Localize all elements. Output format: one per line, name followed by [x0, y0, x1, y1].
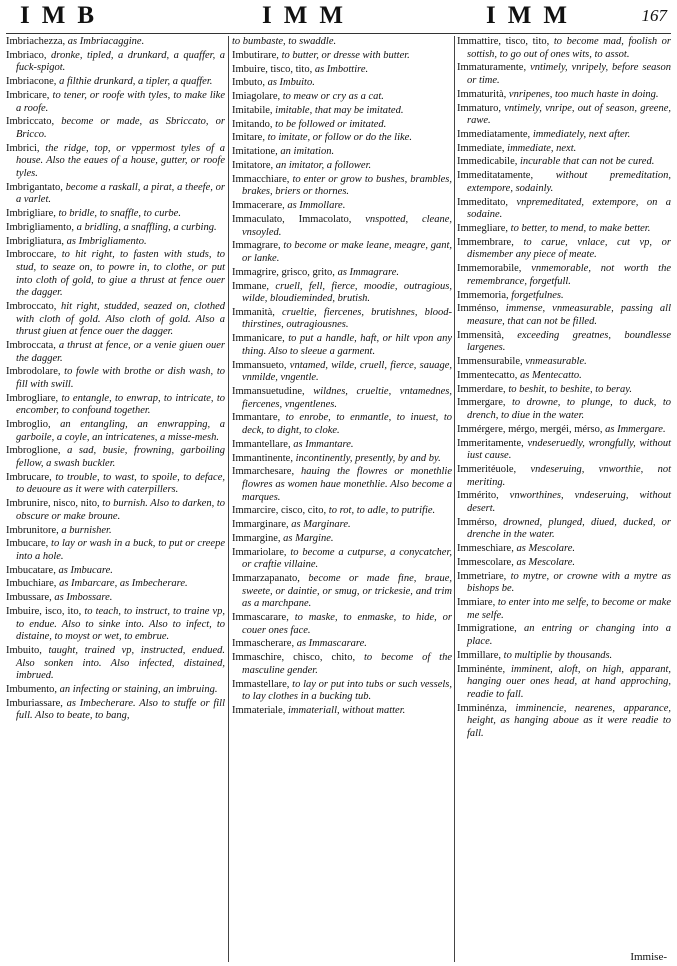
entry-headword: Imbroglione,: [6, 445, 61, 457]
entry-definition: forgetfulnes.: [508, 289, 564, 301]
dictionary-entry: [232, 146, 452, 159]
dictionary-entry: [457, 384, 671, 397]
header-guide-word-left: IMB: [20, 2, 106, 29]
entry-headword: Immagrare,: [232, 240, 281, 252]
entry-definition: to burnish. Also to darken, to obscure or make broune.: [16, 498, 225, 522]
entry-definition: imitable, that may be imitated.: [272, 104, 404, 116]
entry-definition: as Immollare.: [284, 200, 346, 212]
entry-definition: a sad, busie, frowning, garboiling fellow, a swash buckler.: [16, 445, 225, 469]
entry-headword: Imbriacone,: [6, 76, 57, 88]
entry-definition: to drowne, to plunge, to duck, to drench, to diue in the water.: [467, 397, 671, 421]
entry-headword: Imbroglio,: [6, 419, 51, 431]
entry-headword: Imbrici,: [6, 142, 40, 154]
column-divider: [454, 36, 455, 962]
entry-definition: to teach, to instruct, to traine vp, to endue. Also to sinke into. Also to infect, to distaine, to moyst or wet, to embrue.: [16, 606, 225, 643]
dictionary-entry: [457, 263, 671, 288]
dictionary-entry: [232, 174, 452, 199]
entry-definition: vnpremeditated, extempore, on a sodaine.: [467, 196, 671, 221]
entry-definition: a burnisher.: [58, 524, 112, 536]
dictionary-entry: [232, 307, 452, 332]
entry-definition: immense, vnmeasurable, passing all measure, that can not be filled.: [467, 303, 671, 327]
entry-definition: to trouble, to wast, to spoile, to deface, to deuoure as it were with caterpillers.: [16, 471, 225, 496]
entry-headword: Imbrigliare,: [6, 208, 56, 220]
entry-headword: Immedicabile,: [457, 156, 518, 168]
entry-headword: Immigratione,: [457, 623, 517, 635]
entry-definition: as Mentecatto.: [517, 369, 582, 381]
dictionary-entry: [232, 638, 452, 651]
entry-headword: Immentecatto,: [457, 369, 518, 381]
entry-headword: Imbuire, isco, ito,: [6, 606, 82, 618]
entry-definition: to maske, to enmaske, to hide, or couer ones face.: [242, 611, 452, 636]
entry-headword: Immérito,: [457, 490, 499, 502]
dictionary-entry: [457, 370, 671, 383]
entry-headword: Immaschire, chisco, chito,: [232, 652, 356, 664]
entry-definition: vntimely, vnripe, out of season, greene, rawe.: [467, 102, 671, 127]
entry-definition: become or made, as Sbriccato, or Bricco.: [16, 116, 225, 140]
entry-headword: Immanicare,: [232, 333, 285, 345]
entry-definition: to beshit, to beshite, to beray.: [505, 383, 632, 395]
entry-definition: taught, trained vp, instructed, endued. Also sonken into. Also infected, distained, imbrued.: [16, 645, 225, 682]
dictionary-entry: [232, 547, 452, 572]
entry-headword: Immiare,: [457, 597, 496, 608]
dictionary-entry: [457, 424, 671, 437]
dictionary-entry: [232, 466, 452, 504]
dictionary-entry: [6, 684, 225, 697]
entry-headword: Imbumento,: [6, 683, 58, 695]
entry-headword: Immacerare,: [232, 200, 285, 212]
entry-headword: Imminénte,: [457, 663, 506, 675]
entry-definition: incontinently, presently, by and by.: [292, 452, 441, 464]
dictionary-entry: [457, 197, 671, 222]
entry-definition: to enter or grow to bushes, brambles, brakes, briers or thornes.: [242, 173, 452, 198]
entry-headword: Imbrigantato,: [6, 181, 63, 193]
entry-headword: Imitatore,: [232, 160, 274, 172]
dictionary-entry: [6, 525, 225, 538]
entry-headword: Immagrire, grisco, grito,: [232, 266, 335, 278]
entry-definition: as Imbossare.: [51, 592, 113, 604]
entry-headword: Immane,: [232, 280, 270, 292]
entry-headword: Imminénza,: [457, 702, 507, 714]
dictionary-entry: [232, 214, 452, 239]
dictionary-entry: [6, 538, 225, 563]
entry-headword: Imbriachezza,: [6, 36, 66, 47]
entry-headword: Immensurabile,: [457, 356, 523, 368]
entry-definition: to become of the masculine gender.: [242, 652, 452, 676]
dictionary-entry: [6, 565, 225, 578]
dictionary-entry: [6, 222, 225, 235]
entry-headword: Immantare,: [232, 412, 281, 424]
entry-definition: imminent, aloft, on high, apparant, hanging ouer ones head, at hand approching, readie to fall.: [467, 663, 671, 700]
entry-headword: Immensità,: [457, 329, 504, 341]
dictionary-entry: [457, 490, 671, 515]
entry-definition: as Imbriacaggine.: [65, 36, 145, 47]
entry-headword: Immaturo,: [457, 102, 502, 114]
entry-definition: an imitation.: [277, 146, 335, 158]
entry-definition: an imitator, a follower.: [273, 160, 372, 172]
dictionary-entry: [232, 505, 452, 518]
dictionary-entry: [457, 170, 671, 195]
entry-definition: to put a handle, haft, or hilt vpon any thing. Also to sleeue a garment.: [242, 333, 452, 357]
dictionary-entry: [457, 223, 671, 236]
dictionary-entry: [457, 143, 671, 156]
entry-headword: Immescolare,: [457, 556, 514, 568]
dictionary-entry: [6, 698, 225, 723]
entry-definition: to enter into me selfe, to become or make me selfe.: [467, 597, 671, 621]
entry-definition: as Imbrigliamento.: [64, 235, 147, 247]
dictionary-entry: [232, 573, 452, 611]
dictionary-entry: [6, 143, 225, 181]
dictionary-entry: [232, 612, 452, 637]
column-right: [457, 36, 671, 741]
dictionary-entry: [6, 645, 225, 683]
entry-definition: an entring or changing into a place.: [467, 623, 671, 647]
entry-headword: Imbucatare,: [6, 564, 56, 576]
entry-definition: hit right, studded, seazed on, clothed with cloth of gold. Also cloth of gold. Also a thrust giuen at fence ouer the dagger.: [16, 300, 225, 338]
entry-headword: Imbroccato,: [6, 300, 57, 312]
entry-definition: wildnes, crueltie, vntamednes, fiercenes, vngentlenes.: [242, 386, 452, 410]
entry-definition: to bridle, to snaffle, to curbe.: [55, 208, 181, 220]
entry-headword: Immattire, tisco, tito,: [457, 36, 550, 47]
entry-headword: Immateriale,: [232, 704, 286, 716]
entry-definition: vnmeasurable.: [522, 356, 587, 368]
dictionary-entry: [6, 393, 225, 418]
entry-headword: Imbussare,: [6, 592, 52, 604]
entry-definition: to meaw or cry as a cat.: [280, 91, 384, 103]
dictionary-entry: [232, 519, 452, 532]
dictionary-entry: [232, 386, 452, 411]
dictionary-entry: [457, 89, 671, 102]
entry-headword: Imbrucare,: [6, 471, 52, 483]
dictionary-entry: [457, 623, 671, 648]
entry-headword: Imbrodolare,: [6, 366, 61, 378]
entry-headword: Imitatione,: [232, 146, 278, 158]
entry-headword: Immediatamente,: [457, 128, 531, 140]
dictionary-entry: [6, 578, 225, 591]
dictionary-entry: [232, 267, 452, 280]
entry-headword: Immargine,: [232, 532, 281, 544]
entry-definition: a bridling, a snaffling, a curbing.: [73, 221, 217, 233]
entry-definition: to mytre, or crowne with a mytre as bishops be.: [467, 570, 671, 595]
entry-definition: to tener, or roofe with tyles, to make like a roofe.: [16, 89, 225, 114]
entry-definition: vntamed, wilde, cruell, fierce, sauage, vnmilde, vngentle.: [242, 359, 452, 384]
dictionary-entry: [457, 129, 671, 142]
dictionary-entry: [232, 77, 452, 90]
column-divider: [228, 36, 229, 962]
entry-definition: vnripenes, too much haste in doing.: [506, 88, 659, 100]
entry-definition: to lay or wash in a buck, to put or creepe into a hole.: [16, 538, 225, 562]
entry-definition: to butter, or dresse with butter.: [278, 49, 410, 61]
entry-headword: Immariolare,: [232, 546, 287, 558]
running-header: [0, 2, 677, 32]
dictionary-entry: [6, 50, 225, 75]
dictionary-entry: [6, 76, 225, 89]
entry-definition: without premeditation, extempore, sodainly.: [467, 170, 671, 194]
dictionary-entry: [6, 445, 225, 470]
dictionary-entry: [457, 464, 671, 489]
header-rule: [6, 33, 671, 34]
dictionary-entry: [457, 571, 671, 596]
entry-headword: Immantellare,: [232, 438, 291, 450]
dictionary-entry: [232, 160, 452, 173]
entry-definition: vnspotted, cleane, vnsoyled.: [242, 213, 453, 238]
entry-headword: Immanità,: [232, 306, 275, 318]
entry-headword: Imbuito,: [6, 645, 42, 656]
entry-definition: to become a cutpurse, a conycatcher, or craftie villaine.: [242, 546, 452, 571]
entry-headword: Imbrunitore,: [6, 524, 59, 536]
dictionary-entry: [6, 606, 225, 644]
entry-headword: Immergare,: [457, 397, 506, 409]
dictionary-entry: [6, 472, 225, 497]
entry-headword: Immérgere, mérgo, mergéi, mérso,: [457, 423, 603, 435]
dictionary-entry: [232, 240, 452, 265]
dictionary-entry: [457, 330, 671, 355]
entry-definition: to rot, to adle, to putrifie.: [326, 505, 436, 517]
entry-headword: Immerdare,: [457, 383, 506, 395]
dictionary-entry: [457, 517, 671, 542]
dictionary-entry: [6, 36, 225, 49]
dictionary-entry: [6, 236, 225, 249]
entry-definition: as Margine.: [280, 532, 334, 544]
entry-headword: Imbrigliamento,: [6, 221, 74, 233]
entry-headword: Immaturamente,: [457, 62, 527, 74]
entry-definition: vntimely, vnripely, before season or time.: [467, 62, 671, 86]
entry-headword: Imbroccata,: [6, 339, 56, 351]
entry-headword: Imitare,: [232, 132, 265, 144]
entry-definition: exceeding greatnes, boundlesse largenes.: [467, 329, 671, 354]
entry-definition: to become or make leane, meagre, gant, or lanke.: [242, 240, 452, 264]
entry-headword: Immascarare,: [232, 611, 289, 623]
entry-definition: a filthie drunkard, a tipler, a quaffer.: [56, 76, 213, 88]
dictionary-entry: [232, 705, 452, 718]
dictionary-entry: [232, 105, 452, 118]
entry-definition: cruell, fell, fierce, moodie, outragious, wilde, bloudieminded, brutish.: [242, 280, 452, 305]
dictionary-entry: [457, 103, 671, 128]
dictionary-entry: [6, 366, 225, 391]
dictionary-entry: [232, 200, 452, 213]
entry-headword: Immarchesare,: [232, 466, 295, 478]
dictionary-entry: [232, 91, 452, 104]
entry-definition: a thrust at fence, or a venie giuen ouer the dagger.: [16, 339, 225, 364]
column-middle: [232, 36, 452, 719]
dictionary-entry: [457, 543, 671, 556]
entry-definition: as Immantare.: [290, 438, 354, 450]
entry-definition: drowned, plunged, diued, ducked, or drenche in the water.: [467, 516, 671, 541]
entry-definition: to become mad, foolish or sottish, to go out of ones wits, to assot.: [467, 36, 671, 60]
entry-headword: Imménso,: [457, 303, 499, 315]
entry-definition: as Imbottire.: [312, 63, 369, 75]
dictionary-entry: [457, 650, 671, 663]
entry-definition: to multiplie by thousands.: [501, 649, 613, 661]
entry-headword: Imbroccare,: [6, 249, 57, 261]
entry-headword: Imbriaco,: [6, 49, 47, 61]
dictionary-entry: [232, 453, 452, 466]
entry-headword: Immeschiare,: [457, 543, 514, 555]
dictionary-entry: [232, 281, 452, 306]
entry-headword: Imbrigliatura,: [6, 235, 65, 247]
dictionary-entry: [457, 397, 671, 422]
entry-headword: Imbucare,: [6, 538, 49, 550]
dictionary-entry: [232, 439, 452, 452]
dictionary-entry: [457, 703, 671, 741]
entry-definition: crueltie, fiercenes, brutishnes, blood-thirstines, outragiousnes.: [242, 306, 452, 331]
dictionary-entry: [6, 208, 225, 221]
dictionary-entry: [232, 533, 452, 546]
entry-headword: Immembrare,: [457, 236, 514, 248]
entry-definition: as Marginare.: [288, 519, 351, 531]
entry-headword: Imbriccato,: [6, 116, 55, 128]
dictionary-entry: [6, 301, 225, 339]
entry-headword: Immemoria,: [457, 289, 509, 301]
dictionary-entry: [232, 412, 452, 437]
entry-definition: immateriall, without matter.: [285, 704, 406, 716]
entry-definition: vnmemorable, not worth the remembrance, forgetfull.: [467, 263, 671, 287]
entry-headword: Immillare,: [457, 649, 502, 661]
entry-definition: incurable that can not be cured.: [517, 156, 655, 168]
dictionary-entry: [6, 249, 225, 299]
entry-headword: Immérso,: [457, 516, 497, 528]
entry-definition: to hit right, to fasten with studs, to stud, to seaze on, to powre in, to clothe, or put into cloth of gold, to giue a thrust at fence ouer the dagger.: [16, 249, 225, 299]
entry-definition: imminencie, nearenes, apparance, height, as hanging aboue as it were readie to fall.: [467, 702, 671, 739]
entry-headword: Imburiassare,: [6, 697, 63, 709]
dictionary-entry: [457, 557, 671, 570]
dictionary-entry: [6, 182, 225, 207]
entry-headword: Imbrunire, nisco, nito,: [6, 498, 100, 510]
entry-headword: Immemorabile,: [457, 263, 522, 275]
entry-definition: an infecting or staining, an imbruing.: [57, 683, 218, 695]
entry-headword: Imbuire, tisco, tito,: [232, 63, 313, 75]
entry-definition: as Imbarcare, as Imbecherare.: [56, 578, 188, 590]
entry-definition: to be followed or imitated.: [272, 118, 387, 130]
dictionary-entry: [457, 356, 671, 369]
entry-headword: Immastellare,: [232, 678, 290, 690]
dictionary-entry: [232, 36, 452, 49]
entry-headword: Immascherare,: [232, 638, 295, 650]
dictionary-entry: [232, 679, 452, 704]
entry-headword: Imitabile,: [232, 104, 273, 116]
dictionary-entry: [457, 597, 671, 622]
entry-headword: Immarzapanato,: [232, 573, 300, 584]
entry-definition: to better, to mend, to make better.: [508, 223, 651, 234]
entry-headword: Immansueto,: [232, 359, 287, 371]
entry-definition: to bumbaste, to swaddle.: [232, 36, 337, 47]
entry-headword: Imiagolare,: [232, 91, 281, 103]
entry-definition: vnworthines, vndeseruing, without desert.: [467, 490, 671, 514]
header-guide-word-right: IMM: [486, 2, 579, 29]
dictionary-entry: [232, 333, 452, 358]
entry-definition: as Mescolare.: [513, 543, 575, 555]
entry-definition: as Immergare.: [602, 423, 666, 435]
dictionary-entry: [457, 290, 671, 303]
dictionary-entry: [6, 592, 225, 605]
entry-definition: immediate, next.: [504, 142, 577, 154]
dictionary-entry: [6, 90, 225, 115]
entry-definition: an entangling, an enwrapping, a garboile, a coyle, an intricatenes, a misse-mesh.: [16, 419, 225, 443]
dictionary-entry: [457, 156, 671, 169]
entry-headword: Immeritamente,: [457, 437, 524, 449]
dictionary-entry: [232, 360, 452, 385]
entry-definition: as Imbuito.: [264, 77, 315, 89]
entry-definition: immediately, next after.: [530, 128, 631, 140]
entry-headword: Immaturità,: [457, 88, 507, 100]
dictionary-entry: [232, 50, 452, 63]
dictionary-entry: [6, 498, 225, 523]
header-guide-word-center: IMM: [262, 2, 355, 29]
entry-headword: Imbutirare,: [232, 49, 279, 61]
entry-definition: as Mescolare.: [513, 556, 575, 568]
dictionary-entry: [232, 652, 452, 677]
dictionary-entry: [457, 237, 671, 262]
dictionary-entry: [6, 419, 225, 444]
dictionary-entry: [457, 664, 671, 702]
entry-headword: Immetriare,: [457, 570, 507, 582]
entry-definition: to carue, vnlace, cut vp, or dismember any piece of meate.: [467, 236, 671, 261]
entry-headword: Imbuto,: [232, 77, 265, 89]
dictionary-entry: [6, 340, 225, 365]
entry-headword: Immansuetudine,: [232, 386, 305, 397]
entry-definition: the ridge, top, or vppermost tyles of a house. Also the eaues of a house, gutter, or roofe tyles.: [16, 142, 225, 179]
entry-headword: Immediate,: [457, 142, 505, 154]
column-left: [6, 36, 225, 724]
entry-definition: as Immagrare.: [334, 266, 400, 278]
entry-headword: Immeditato,: [457, 196, 509, 208]
entry-headword: Imbricare,: [6, 89, 50, 101]
entry-headword: Imitando,: [232, 118, 273, 130]
entry-definition: become a raskall, a pirat, a theefe, or a varlet.: [16, 181, 225, 206]
dictionary-entry: [457, 303, 671, 328]
entry-headword: Imbuchiare,: [6, 578, 57, 590]
entry-definition: to lay or put into tubs or such vessels, to lay clothes in a bucking tub.: [242, 678, 452, 703]
entry-definition: as Immascarare.: [294, 638, 367, 650]
entry-definition: vndeseruing, vnworthie, not meriting.: [467, 463, 671, 488]
entry-definition: hauing the flowres or monethlie flowres as women haue monethlie. Also become a marques.: [242, 466, 452, 503]
dictionary-entry: [232, 64, 452, 77]
entry-definition: vndeseruedly, wrongfully, without iust cause.: [467, 437, 671, 462]
entry-headword: Immacchiare,: [232, 173, 290, 185]
page-number: 167: [641, 6, 667, 25]
entry-definition: to fowle with brothe or dish wash, to fill with swill.: [16, 366, 225, 390]
catchword: Immise-: [630, 951, 667, 963]
dictionary-entry: [457, 438, 671, 463]
entry-headword: Imbrogliare,: [6, 392, 59, 404]
entry-headword: Immegliare,: [457, 223, 509, 234]
entry-headword: Immaculato, Immacolato,: [232, 213, 352, 225]
entry-headword: Immarginare,: [232, 519, 289, 531]
entry-definition: as Imbucare.: [55, 564, 113, 576]
entry-headword: Immantinente,: [232, 452, 293, 464]
dictionary-entry: [457, 36, 671, 61]
entry-headword: Immeditatamente,: [457, 170, 534, 182]
entry-headword: Immarcire, cisco, cito,: [232, 505, 327, 517]
dictionary-entry: [232, 119, 452, 132]
entry-headword: Immeritéuole,: [457, 463, 517, 475]
entry-definition: to imitate, or follow or do the like.: [264, 132, 412, 144]
entry-definition: dronke, tipled, a drunkard, a quaffer, a fuck-spigot.: [16, 49, 225, 74]
entry-definition: to entangle, to enwrap, to intricate, to encomber, to confound together.: [16, 392, 225, 417]
dictionary-entry: [232, 132, 452, 145]
dictionary-entry: [6, 116, 225, 141]
dictionary-entry: [457, 62, 671, 87]
entry-definition: become or made fine, braue, sweete, or daintie, or smug, or trickesie, and trim as a marchpane.: [242, 573, 452, 610]
entry-definition: to enrobe, to enmantle, to inuest, to deck, to dight, to cloke.: [242, 412, 452, 436]
entry-definition: as Imbecherare. Also to stuffe or fill full. Also to beate, to bang,: [16, 697, 225, 722]
